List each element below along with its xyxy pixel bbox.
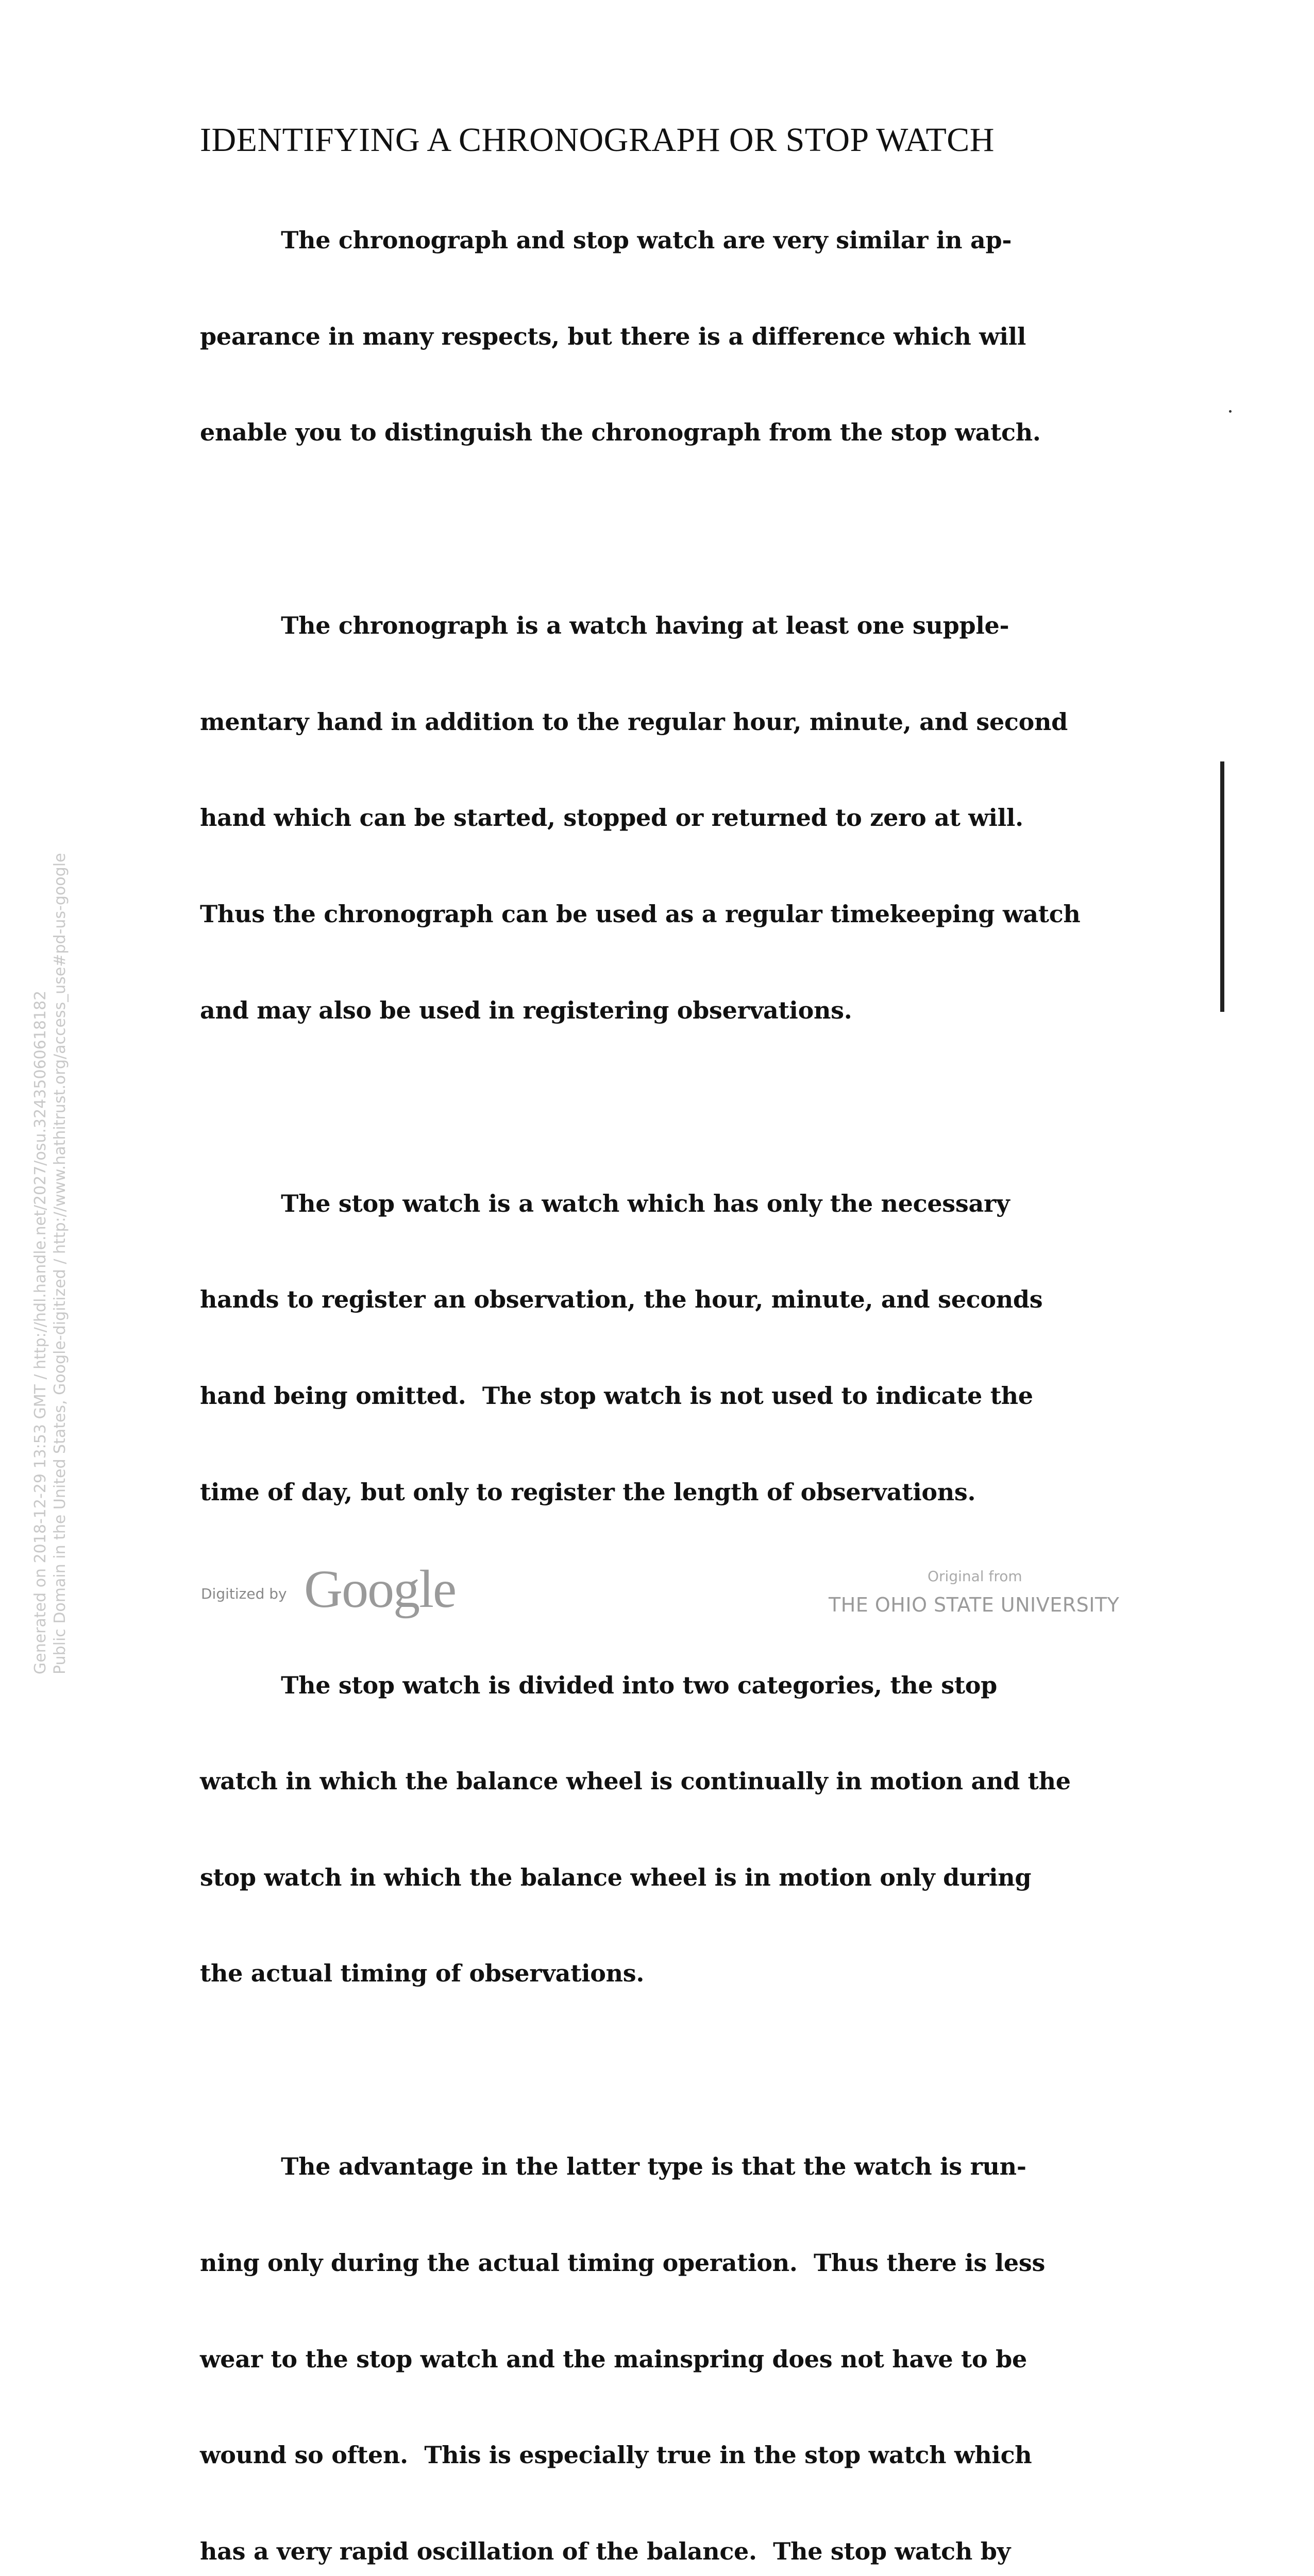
text-line: hands to register an observation, the hour, minute, and seconds [200, 1285, 1043, 1314]
google-logo: Google [304, 1560, 456, 1619]
text-line: watch in which the balance wheel is continually in motion and the [200, 1767, 1071, 1795]
margin-stamp-line-2: Public Domain in the United States, Google-digitized / http://www.hathitrust.org/access_use#pd-us-google [51, 853, 69, 1674]
paragraph-5 [200, 2087, 1148, 2576]
text-line: has a very rapid oscillation of the balance. The stop watch by [200, 2537, 1011, 2565]
text-line: and may also be used in registering observations. [200, 996, 852, 1024]
paragraph-1 [200, 160, 1148, 513]
margin-stamp-line-1: Generated on 2018-12-29 13:53 GMT / http://hdl.handle.net/2027/osu.32435060618182 [31, 990, 49, 1674]
paragraph-4 [200, 1605, 1148, 2054]
text-line: enable you to distinguish the chronograph from the stop watch. [200, 418, 1041, 447]
text-line: the actual timing of observations. [200, 1959, 645, 1988]
scan-edge-mark [1220, 761, 1224, 1012]
text-line: hand being omitted. The stop watch is not used to indicate the [200, 1381, 1033, 1410]
text-line: The advantage in the latter type is that the watch is run- [200, 2153, 1026, 2181]
text-line: stop watch in which the balance wheel is in motion only during [200, 1863, 1032, 1891]
text-line: mentary hand in addition to the regular hour, minute, and second [200, 707, 1068, 736]
text-line: wound so often. This is especially true in the stop watch which [200, 2441, 1032, 2469]
text-line: The chronograph is a watch having at least one supple- [200, 612, 1009, 640]
original-from-label: Original from [928, 1568, 1022, 1585]
text-line: ning only during the actual timing operation. Thus there is less [200, 2248, 1046, 2277]
university-name: THE OHIO STATE UNIVERSITY [829, 1594, 1120, 1616]
page-title: IDENTIFYING A CHRONOGRAPH OR STOP WATCH [200, 121, 995, 159]
hathitrust-margin-stamp [31, 853, 70, 1674]
text-line: wear to the stop watch and the mainspring does not have to be [200, 2345, 1027, 2373]
text-line: The stop watch is divided into two categories, the stop [200, 1671, 998, 1699]
text-line: Thus the chronograph can be used as a regular timekeeping watch [200, 900, 1081, 928]
text-line: The stop watch is a watch which has only the necessary [200, 1189, 1010, 1217]
paragraph-2 [200, 546, 1148, 1090]
page-body [200, 122, 1148, 2576]
digitized-by-label: Digitized by [201, 1585, 287, 1602]
text-line: pearance in many respects, but there is a difference which will [200, 322, 1026, 350]
text-line: The chronograph and stop watch are very similar in ap- [200, 226, 1012, 254]
scan-speck [1229, 410, 1232, 413]
text-line: time of day, but only to register the length of observations. [200, 1478, 976, 1506]
paragraph-3 [200, 1123, 1148, 1572]
text-line: hand which can be started, stopped or returned to zero at will. [200, 804, 1023, 832]
